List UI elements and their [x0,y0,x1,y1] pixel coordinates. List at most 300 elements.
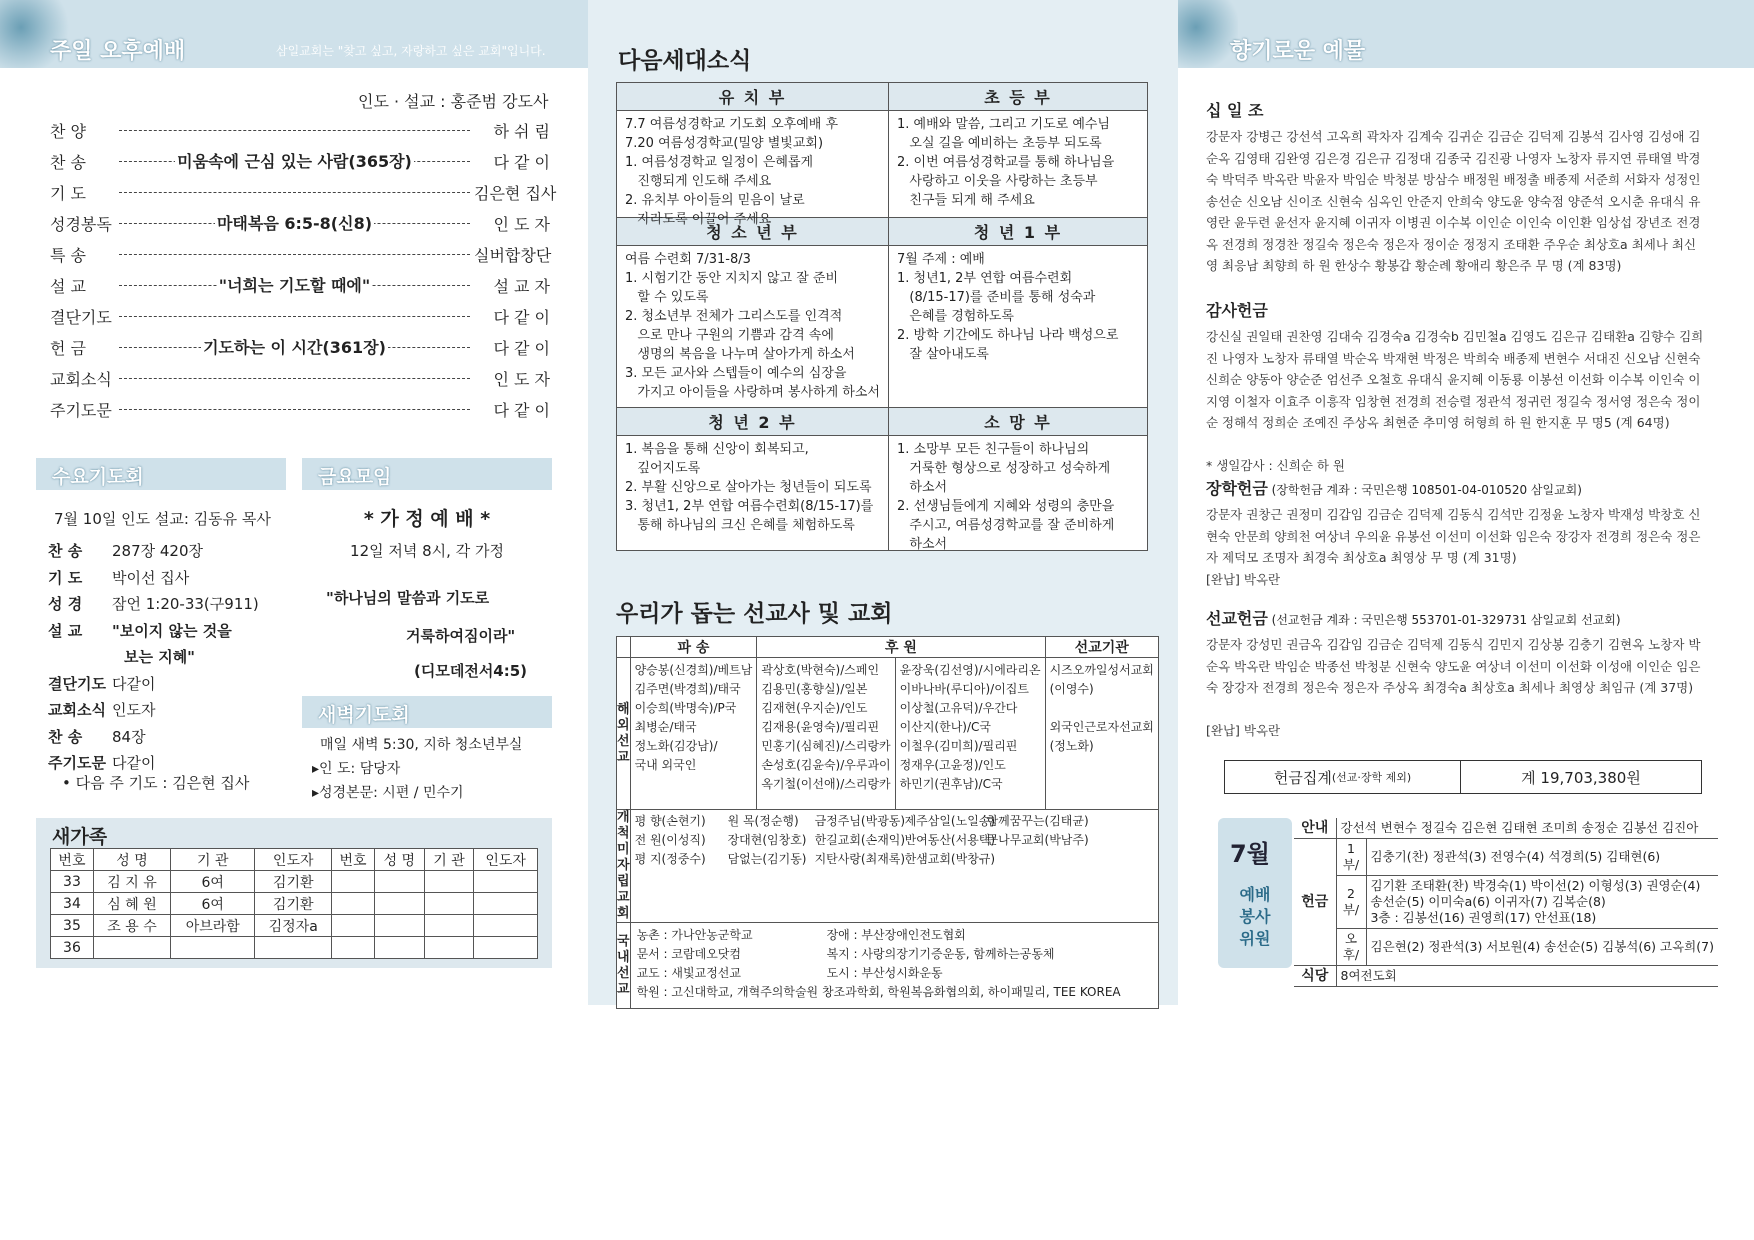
dept-news-line: 통해 하나님의 크신 은혜를 체험하도록 [625,518,855,533]
dept-news-line: 은혜를 경험하도록 [896,309,1014,324]
table-cell: 6여 [171,871,255,893]
order-label: 설 교 [50,276,86,296]
order-responsible: 다 같 이 [493,338,550,358]
wednesday-item-label [48,646,112,667]
table-cell [424,915,474,937]
order-middle [119,149,470,172]
friday-verse-1: "하나님의 말씀과 기도로 [326,589,490,607]
order-responsible: 다 같 이 [493,400,550,420]
dept-news [896,440,1139,552]
pioneer-church: 전 원(이성직) [634,833,706,847]
friday-time: 12일 저녁 8시, 각 가정 [350,542,504,560]
mission-list-item [1050,699,1154,718]
domestic-item: 복지 : 사랑의장기기증운동, 함께하는공동체 [826,947,1055,961]
dept-news-line: 1. 청년1, 2부 연합 여름수련회 [896,271,1073,286]
domestic-item: 도시 : 부산성시화운동 [826,966,943,980]
dept-news-line: 사랑하고 이웃을 사랑하는 초등부 [896,174,1098,189]
new-family-header: 번호 [51,849,94,871]
wednesday-item [48,620,232,641]
order-label: 찬 양 [50,121,86,141]
domestic-mission-grid [637,926,1152,1002]
dept-header: 청 소 년 부 [617,218,889,246]
overseas-support-list-1 [757,658,895,810]
table-cell [424,871,474,893]
mission-col-org: 선교기관 [1045,637,1158,658]
volunteer-names-line: 김기환 조태환(찬) 박경숙(1) 박이선(2) 이형성(3) 권영순(4) [1370,878,1701,893]
dept-header: 청 년 1 부 [888,218,1147,246]
order-leader-dots [119,275,470,295]
domestic-label-line: 국 내 [617,933,630,965]
friday-heading: * 가 정 예 배 * [363,508,491,530]
mission-list-item: 김재현(우지순)/인도 [761,701,868,715]
new-family-header: 기 관 [424,849,474,871]
order-leader-dots [119,378,470,379]
table-row [51,871,538,893]
total-label: 헌금집계 [1273,768,1332,787]
pioneer-church: 평 향(손현기) [634,814,706,828]
overseas-label-line: 선 교 [617,733,630,765]
order-middle-text: "너희는 기도할 때에" [218,275,371,295]
dept-news-line: 깊어지도록 [625,461,701,476]
mission-list-item: 정재우(고윤정)/인도 [899,758,1006,772]
mission-list-item: 이승희(박명숙)/P국 [634,701,737,715]
table-cell: 김 지 유 [93,871,170,893]
dawn-title: 새벽기도회 [318,704,410,726]
service-leader: 인도 · 설교 : 홍준범 강도사 [358,92,549,111]
order-label: 헌 금 [50,338,86,358]
mission-list-item: 김주면(박경희)/태국 [634,682,741,696]
mission-list-item: 이산지(한나)/C국 [899,720,991,734]
dept-news-line: 1. 여름성경학교 일정이 은혜롭게 [625,155,814,170]
pioneer-church: 평 지(정중수) [634,852,706,866]
table-cell [474,893,538,915]
order-middle [119,211,470,234]
order-row [50,149,550,173]
pioneer-cell [630,810,1158,923]
pioneer-church: 원 목(정순행) [727,814,799,828]
domestic-row [637,926,1152,945]
volunteer-role: 헌금 [1294,839,1336,966]
mission-list-item: 이상철(고유덕)/우간다 [899,701,1018,715]
table-cell: 아브라함 [171,915,255,937]
order-label: 교회소식 [50,369,112,389]
table-cell [332,893,375,915]
volunteer-row [1294,966,1718,987]
dept-header: 청 년 2 부 [617,408,889,436]
sunday-service-title: 주일 오후예배 [50,39,186,64]
order-leader-dots [119,213,470,233]
header-decoration [1178,0,1238,68]
dept-news-line: 오실 길을 예비하는 초등부 되도록 [896,136,1102,151]
domestic-label-line: 선 교 [617,965,630,997]
overseas-label [617,658,631,810]
dept-news-line: 1. 예배와 말씀, 그리고 기도로 예수님 [896,117,1110,132]
wednesday-item-label: 결단기도 [48,674,106,693]
dept-news-line: 가지고 아이들을 사랑하며 봉사하게 하소서 [625,385,880,400]
dept-news-line: 잘 살아내도록 [896,347,989,362]
new-family-header: 번호 [332,849,375,871]
wednesday-item [48,673,155,694]
offering-names: 강문자 강성민 권금옥 김갑임 김금순 김덕제 김동식 김민지 김상봉 김충기 김현옥 노창자 박순옥 박옥란 박임순 박종선 박청분 신현숙 양도윤 여상녀 이선미 이선화 이성애 이인순 임은숙 장강자 전경희 정은숙 정은자 주상옥 최경숙a 최상호a 최세나 최영상 최임규 (계 37명) [1206,637,1701,695]
table-cell: 35 [51,915,94,937]
dept-news-line: 7.7 여름성경학교 기도회 오후예배 후 [625,117,839,132]
order-label: 찬 송 [50,152,86,172]
order-responsible: 인 도 자 [493,214,550,234]
order-leader-dots [119,254,470,255]
dept-news-line: 거룩한 형상으로 성장하고 성숙하게 [896,461,1111,476]
order-row [50,242,550,266]
offering-note: [완납] 박옥란 [1206,571,1281,587]
order-label: 성경봉독 [50,214,112,234]
volunteer-month: 7월 [1230,840,1270,868]
volunteer-row [1294,876,1718,929]
mission-list-item: 하민기(권후남)/C국 [899,777,1003,791]
volunteer-names-line: 김은현(2) 정관석(3) 서보원(4) 송선순(5) 김봉석(6) 고옥희(7) [1370,939,1714,954]
pioneer-church-grid [635,812,1154,869]
pioneer-church: 한샘교회(박창규) [904,852,996,866]
mission-list-item: 옥기철(이선애)/스리랑카 [761,777,891,791]
domestic-cell [630,923,1158,1009]
offering-names: 강문자 권창근 권정미 김갑임 김금순 김덕제 김동식 김석만 김정윤 노창자 박재성 박창호 신현숙 안문희 양희천 여상녀 우의윤 유봉선 이선미 이선화 임은숙 장강자 전경희 정은숙 정은자 제덕모 조명자 최경숙 최상호a 최영상 무 명 (계 31명) [1206,507,1701,565]
table-cell [374,937,424,959]
wednesday-item-value: "보이지 않는 것을 [112,621,232,640]
wednesday-item [48,646,195,667]
friday-verse-2: 거룩하여짐이라" [406,627,516,645]
wednesday-title: 수요기도회 [52,466,144,488]
dept-news-line: 2. 청소년부 전체가 그리스도를 인격적 [625,309,843,324]
order-row [50,366,550,390]
new-family-header: 기 관 [171,849,255,871]
offering-title-text: 선교헌금 [1206,609,1268,628]
volunteer-names [1366,839,1718,876]
dept-news-line: 2. 부활 신앙으로 살아가는 청년들이 되도록 [625,480,872,495]
order-middle-text: 기도하는 이 시간(361장) [203,337,386,357]
dept-header: 유 치 부 [617,83,889,111]
order-label: 주기도문 [50,400,112,420]
next-prayer: • 다음 주 기도 : 김은현 집사 [62,774,250,792]
pioneer-church: 담없는(김기동) [727,852,807,866]
dept-news-line: 하소서 [896,537,948,552]
dept-news-line: 3. 청년1, 2부 연합 여름수련회(8/15-17)를 [625,499,874,514]
order-responsible: 하 쉬 림 [493,121,550,141]
order-row [50,304,550,328]
order-middle [119,273,470,296]
order-middle [119,335,470,358]
dept-news-line: 2. 방학 기간에도 하나님 나라 백성으로 [896,328,1119,343]
table-cell: 6여 [171,893,255,915]
volunteer-row [1294,839,1718,876]
offering-account: (선교헌금 계좌 : 국민은행 553701-01-329731 삼일교회 선교회) [1267,613,1621,627]
table-cell: 심 혜 원 [93,893,170,915]
new-family-header: 인도자 [474,849,538,871]
order-responsible: 인 도 자 [493,369,550,389]
mission-list-item: 외국인근로자선교회 [1049,720,1154,734]
domestic-item: 장애 : 부산장애인전도협회 [826,928,966,942]
offering-title [1206,476,1582,499]
dept-news-line: 할 수 있도록 [625,290,709,305]
volunteer-table [1294,818,1718,987]
order-label: 결단기도 [50,307,112,327]
volunteer-names [1366,929,1718,966]
new-family-title: 새가족 [52,826,108,848]
dept-news-line: 생명의 복음을 나누며 살아가게 하소서 [625,347,855,362]
offering-names: 강신실 권일태 권찬영 김대숙 김경숙a 김경숙b 김민철a 김영도 김은규 김태환a 김향수 김희진 나영자 노창자 류태열 박순옥 박재현 박정은 박희숙 배종제 변현수 서대진 신오남 신현숙 신희순 양동아 양순준 엄선주 오철호 유대식 윤지혜 이동룡 이봉선 이선화 이수복 이인숙 이지영 이철자 이효주 이흥작 임창현 전경희 전승렬 정관석 정귀런 정길숙 정서영 정은숙 정이순 정해석 정희순 조예진 주상옥 최현준 추미영 허형희 하 원 한지훈 무 명5 (계 64명) [1206,329,1704,430]
order-leader-dots [119,337,470,357]
wednesday-item-label: 기 도 [48,568,83,587]
pioneer-church: 장대현(임창호) [727,833,807,847]
offering-title [1206,98,1264,121]
dept-news [897,250,1139,403]
table-cell: 조 용 수 [93,915,170,937]
volunteer-service: 오후/ [1336,929,1366,966]
dept-news [897,115,1139,213]
dept-news-line: 자라도록 이끌어 주세요 [625,212,772,227]
domestic-row [637,983,1152,1002]
wednesday-item [48,699,155,720]
domestic-row [637,945,1152,964]
dept-news-line: 1. 소망부 모든 친구들이 하나님의 [896,442,1090,457]
volunteer-names-line: 8여전도회 [1340,968,1397,983]
friday-title: 금요모임 [318,466,392,488]
total-label-cell [1225,761,1461,793]
mission-list-item: 시즈오까일성서교회 [1049,663,1154,677]
table-cell: 34 [51,893,94,915]
department-table [616,82,1148,551]
table-cell [474,937,538,959]
mission-list-item: 정노화(김강남)/ [634,739,718,753]
pioneer-church: 지탄사랑(최재록) [814,852,906,866]
dawn-time: 매일 새벽 5:30, 지하 청소년부실 [320,737,523,753]
table-cell [332,937,375,959]
volunteer-names-line: 김충기(찬) 정관석(3) 전영수(4) 석경희(5) 김태현(6) [1370,849,1661,864]
pioneer-church [987,850,1095,869]
pioneer-label [617,810,631,923]
domestic-item: 문서 : 코람데오닷컴 [636,947,741,961]
dept-news-line: 으로 만나 구원의 기쁨과 감격 속에 [625,328,834,343]
next-gen-title: 다음세대소식 [618,48,752,74]
order-row [50,273,550,297]
dept-news [625,250,880,403]
mission-list-item: 윤장욱(김선영)/시에라리온 [899,663,1041,677]
table-cell: 김정자a [255,915,332,937]
dept-news-line: 1. 복음을 통해 신앙이 회복되고, [625,442,809,457]
volunteer-names-line: 강선석 변현수 정길숙 김은현 김태현 조미희 송정순 김봉선 김진아 [1340,820,1699,835]
wednesday-item [48,540,203,561]
order-leader-dots [119,151,470,171]
table-cell [474,915,538,937]
order-label: 특 송 [50,245,86,265]
order-leader-dots [119,409,470,410]
order-leader-dots [119,192,470,193]
mission-list-item: 민홍기(심혜진)/스리랑카 [761,739,891,753]
order-leader-dots [119,316,470,317]
dept-news-line: 3. 모든 교사와 스텝들이 예수의 심장을 [625,366,847,381]
mission-col-support: 후 원 [757,637,1045,658]
offering-title [1206,606,1621,629]
table-cell [93,937,170,959]
offering-names: 강문자 강병근 강선석 고옥희 곽차자 김계숙 김귀순 김금순 김덕제 김봉석 김사영 김성애 김순옥 김영태 김완영 김은경 김은규 김정대 김종국 김진광 나영자 노창자 류지연 류태열 박경숙 박덕주 박옥란 박윤자 박임순 박청분 방삼수 배정원 배정출 배종제 서준희 서화자 성정인 송선순 신오남 신이조 신현숙 심옥인 안준지 안희숙 양도윤 양숙점 양준석 오시춘 유대식 유영란 윤두련 윤선자 윤지혜 이귀자 이병권 이수복 이인순 이인숙 이인환 임상섭 장년조 전경옥 전경희 정경찬 정길숙 정은숙 정은자 정이순 정정지 조태환 주우순 최상호a 최세나 최신영 최응남 최향희 하 원 한상수 황봉갑 황순례 황애리 황은주 무 명 (계 83명) [1206,129,1701,273]
mission-list-item: (이영수) [1049,682,1094,696]
table-cell [374,915,424,937]
dept-header: 소 망 부 [888,408,1147,436]
offering-title-text: 십 일 조 [1206,101,1264,120]
domestic-item: 학원 : 고신대학교, 개혁주의학술원 창조과학회, 학원복음화협의회, 하이패밀리, TEE KOREA [636,985,1121,999]
pioneer-church: 큰나무교회(박남주) [986,833,1089,847]
volunteer-names-line: 송선순(5) 이미숙a(6) 이귀자(7) 김복순(8) [1370,894,1606,909]
order-responsible: 김은현 집사 [474,183,557,203]
table-cell: 36 [51,937,94,959]
order-responsible: 실버합창단 [474,245,552,265]
mission-list-item: 곽상호(박현숙)/스페인 [761,663,880,677]
table-row [51,937,538,959]
overseas-support-list-2 [895,658,1045,810]
volunteer-label-line: 예배 [1239,885,1271,904]
dept-news-line: 진행되게 인도해 주세요 [625,174,772,189]
wednesday-item-label: 교회소식 [48,701,106,719]
wednesday-item-value: 보는 지혜" [124,648,195,666]
wednesday-item-label: 설 교 [48,621,83,640]
overseas-org-list [1045,658,1158,810]
table-cell: 김기환 [255,893,332,915]
table-cell [171,937,255,959]
volunteer-names [1366,876,1718,929]
total-sub: (선교·장학 제외) [1331,771,1412,784]
table-cell [332,871,375,893]
friday-verse-ref: (디모데전서4:5) [414,662,528,680]
mission-list-item: 이철우(김미희)/필리핀 [899,739,1018,753]
new-family-table [50,848,538,959]
order-responsible: 다 같 이 [493,307,550,327]
wednesday-item-value: 다같이 [112,754,156,772]
dawn-leader: ▸인 도: 담당자 [312,761,401,777]
wednesday-date: 7월 10일 인도 설교: 김동유 목사 [54,510,271,528]
mission-list-item: 김용민(홍향실)/일본 [761,682,868,696]
wednesday-item [48,593,259,614]
pioneer-church: 금정주님(박광동) [814,814,906,828]
dept-news-line: 1. 시험기간 동안 지치지 않고 잘 준비 [625,271,839,286]
dept-header: 초 등 부 [888,83,1147,111]
volunteer-row [1294,929,1718,966]
volunteer-row [1294,818,1718,839]
pioneer-label-line: 미자립 [617,842,630,889]
volunteer-names [1336,966,1718,987]
volunteer-names [1336,818,1718,839]
order-responsible: 설 교 자 [493,276,550,296]
offering-note: [완납] 박옥란 [1206,723,1281,738]
table-cell [374,893,424,915]
order-leader-dots [119,130,470,131]
table-cell [474,871,538,893]
wednesday-item [48,752,155,773]
dawn-scripture: ▸성경본문: 시편 / 민수기 [312,785,464,801]
mission-list-item: 손성호(김윤숙)/우루과이 [761,758,891,772]
wednesday-item-value: 박이선 집사 [112,568,190,587]
pioneer-label-line: 교 회 [617,890,630,921]
volunteer-label-line: 위원 [1239,929,1271,948]
volunteer-label-line: 봉사 [1239,907,1271,926]
new-family-header: 성 명 [93,849,170,871]
volunteer-role: 식당 [1294,966,1336,987]
new-family-header: 성 명 [374,849,424,871]
dept-news-line: 2. 선생님들에게 지혜와 성령의 충만을 [896,499,1115,514]
order-row [50,397,550,421]
dept-news-line: (8/15-17)를 준비를 통해 성숙과 [896,290,1096,305]
table-cell [255,937,332,959]
table-cell [424,893,474,915]
volunteer-role: 안내 [1294,818,1336,839]
mission-list-item: 김재용(윤영숙)/필리핀 [761,720,880,734]
wednesday-item-label: 성 경 [48,595,83,613]
mission-list-item: 국내 외국인 [634,758,697,772]
domestic-row [637,964,1152,983]
offering-header-title: 향기로운 예물 [1230,39,1366,64]
wednesday-item-value: 84장 [112,727,146,746]
table-cell [332,915,375,937]
table-cell [374,871,424,893]
order-middle-text: 미움속에 근심 있는 사람(365장) [177,151,412,171]
table-cell: 김기환 [255,871,332,893]
wednesday-item-value: 잠언 1:20-33(구911) [112,595,259,613]
mission-list-item: 양승봉(신경희)/베트남 [634,663,753,677]
new-family-header: 인도자 [255,849,332,871]
mission-list-item: (정노화) [1049,739,1094,753]
dept-news-line: 주시고, 여름성경학교를 잘 준비하게 [896,518,1115,533]
offering-title-text: 감사헌금 [1206,301,1268,320]
domestic-item: 교도 : 새빛교정선교 [636,966,741,980]
pioneer-church: 제주삼일(노일송) [904,814,996,828]
domestic-item: 농촌 : 가나안농군학교 [636,928,753,942]
pioneer-church: 반여동산(서용택) [904,833,996,847]
dept-news-line: 7월 주제 : 예배 [896,252,985,267]
order-row [50,180,557,204]
dept-news-line: 친구들 되게 해 주세요 [896,193,1035,208]
offering-total [1224,760,1702,794]
dept-news-line: 2. 이번 여름성경학교를 통해 하나님을 [896,155,1115,170]
overseas-label-line: 해 외 [617,701,630,733]
table-cell [424,937,474,959]
wednesday-item [48,567,189,588]
wednesday-item-label: 찬 송 [48,542,83,560]
mission-title: 우리가 돕는 선교사 및 교회 [616,601,893,627]
domestic-label [617,923,631,1009]
church-slogan: 삼일교회는 "찾고 싶고, 자랑하고 싶은 교회"입니다. [276,44,546,58]
pioneer-church: 한길교회(손재익) [814,833,906,847]
mission-list-item: 이바나바(루디아)/이집트 [899,682,1029,696]
volunteer-service: 1부/ [1336,839,1366,876]
overseas-send-list [630,658,757,810]
mission-col-send: 파 송 [630,637,757,658]
order-row [50,335,550,359]
order-responsible: 다 같 이 [493,152,550,172]
order-row [50,211,550,235]
total-value: 계 19,703,380원 [1521,768,1641,787]
wednesday-item-label: 주기도문 [48,754,106,772]
volunteer-names-line: 3층 : 김봉선(16) 권영희(17) 안선표(18) [1370,910,1597,925]
table-row [51,893,538,915]
pioneer-label-line: 개 척 [617,810,630,841]
mission-table [616,636,1159,1009]
dept-news [625,440,880,546]
volunteer-service: 2부/ [1336,876,1366,929]
wednesday-item-label: 찬 송 [48,727,83,746]
dept-news-line: 여름 수련회 7/31-8/3 [625,252,751,267]
dept-news-line: 2. 유치부 아이들의 믿음이 날로 [625,193,805,208]
wednesday-item [48,726,146,747]
mission-list-item: 최병순/태국 [634,720,697,734]
volunteer-label [1230,884,1280,950]
offering-title [1206,298,1268,321]
dept-news-line: 7.20 여름성경학교(밀양 별빛교회) [625,136,824,151]
